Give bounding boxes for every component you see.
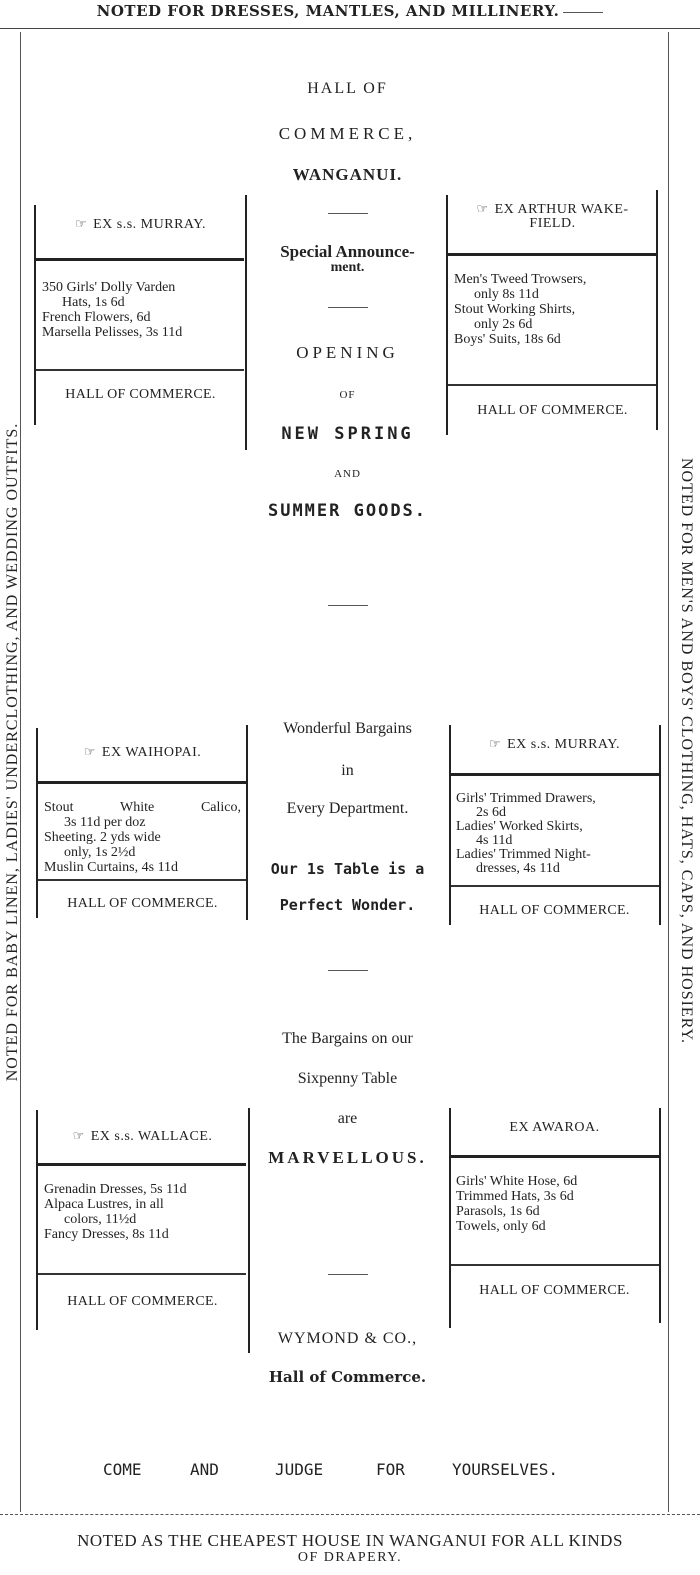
top-banner [0, 2, 700, 20]
hall-of: HALL OF [307, 80, 388, 97]
judge-word: JUDGE [275, 1460, 324, 1479]
box3-bar-bottom [38, 879, 246, 881]
bottom-divider [0, 1514, 700, 1515]
special-announcement [250, 244, 445, 276]
side-text-left: NOTED FOR BABY LINEN, LADIES' UNDERCLOTHING, AND WEDDING OUTFITS. [4, 422, 21, 1082]
for-word: FOR [376, 1460, 405, 1479]
top-banner-text: NOTED FOR DRESSES, MANTLES, AND MILLINERY. [96, 2, 560, 20]
box5-bar-bottom [38, 1273, 246, 1275]
box6-items: Girls' White Hose, 6d Trimmed Hats, 3s 6d Parasols, 1s 6d Towels, only 6d [456, 1174, 578, 1234]
box5-right-rule [248, 1108, 250, 1353]
and-word: AND [334, 468, 361, 480]
box6-bar-bottom [451, 1264, 659, 1266]
box3-left-rule [36, 728, 38, 918]
box1-items: 350 Girls' Dolly Varden Hats, 1s 6d French Flowers, 6d Marsella Pelisses, 3s 11d [42, 280, 183, 340]
footer-line1: NOTED AS THE CHEAPEST HOUSE IN WANGANUI FOR ALL KINDS [77, 1531, 623, 1550]
box1-bar-bottom [36, 369, 244, 371]
commerce-title: COMMERCE, [278, 124, 417, 143]
box-murray-1 [38, 216, 243, 232]
box3-right-rule [246, 725, 248, 920]
box1-foot: HALL OF COMMERCE. [65, 387, 216, 402]
box-murray-2 [452, 736, 657, 752]
box5-bar-top [38, 1163, 246, 1166]
box2-bar-top [448, 253, 656, 256]
every-department: Every Department. [286, 800, 409, 817]
special-line2: ment. [330, 260, 365, 275]
marvellous: MARVELLOUS. [268, 1148, 427, 1167]
box2-head: ☞ EX ARTHUR WAKE- [476, 201, 629, 217]
box6-bar-top [451, 1155, 659, 1158]
bargains-line1: The Bargains on our [282, 1030, 413, 1047]
pointing-hand-icon: ☞ [476, 201, 489, 216]
box6-foot: HALL OF COMMERCE. [479, 1283, 630, 1298]
table-line2: Perfect Wonder. [279, 896, 416, 914]
bargains-line2: Sixpenny Table [297, 1070, 398, 1087]
pointing-hand-icon: ☞ [72, 1128, 85, 1143]
box2-left-rule [446, 195, 448, 435]
box2-bar-bottom [448, 384, 656, 386]
box3-bar-top [38, 781, 246, 784]
box6-head: EX AWAROA. [509, 1120, 600, 1135]
in-word: in [341, 762, 354, 779]
wymond-co: WYMOND & CO., [277, 1330, 418, 1347]
box4-items: Girls' Trimmed Drawers, 2s 6d Ladies' Worked Skirts, 4s 11d Ladies' Trimmed Night- dresses, 4s 11d [456, 791, 596, 876]
box-awaroa [452, 1120, 657, 1135]
box5-items: Grenadin Dresses, 5s 11d Alpaca Lustres, in all colors, 11½d Fancy Dresses, 8s 11d [44, 1182, 187, 1242]
banner-rule [563, 12, 603, 13]
and2-word: AND [190, 1460, 219, 1479]
dash-3 [328, 605, 368, 606]
dash-4 [328, 970, 368, 971]
box2-right-rule [656, 190, 658, 430]
opening: OPENING [296, 343, 399, 362]
hall-of-commerce: Hall of Commerce. [268, 1368, 427, 1386]
box4-left-rule [449, 725, 451, 925]
box1-right-rule [245, 195, 247, 450]
footer-line2: OF DRAPERY. [297, 1550, 403, 1565]
pointing-hand-icon: ☞ [488, 736, 502, 751]
dash-5 [328, 1274, 368, 1275]
box-wakefield: ☞ EX ARTHUR WAKE- FIELD. [450, 202, 655, 231]
box3-foot: HALL OF COMMERCE. [67, 896, 218, 911]
table-line1: Our 1s Table is a [270, 860, 425, 878]
of-word: OF [339, 389, 356, 401]
are-word: are [337, 1110, 358, 1127]
box1-bar-top [36, 258, 244, 261]
special-line1: Special Announce- [280, 242, 415, 261]
box-waihopai [40, 744, 245, 760]
box2-items: Men's Tweed Trowsers, only 8s 11d Stout Working Shirts, only 2s 6d Boys' Suits, 18s 6d [454, 272, 587, 347]
come-word: COME [103, 1460, 142, 1479]
footer-banner [0, 1532, 700, 1566]
box3-head: ☞ EX WAIHOPAI. [83, 744, 202, 760]
box5-head: ☞ EX s.s. WALLACE. [72, 1128, 213, 1144]
box4-bar-top [451, 773, 659, 776]
box5-left-rule [36, 1110, 38, 1330]
box6-right-rule [659, 1108, 661, 1323]
pointing-hand-icon: ☞ [74, 216, 88, 231]
dash-2 [328, 307, 368, 308]
box4-bar-bottom [451, 885, 659, 887]
box4-right-rule [659, 725, 661, 925]
box3-items: Stout White Calico, 3s 11d per doz Sheeting. 2 yds wide only, 1s 2½d Muslin Curtains, 4s 11d [44, 800, 241, 875]
box4-head: ☞ EX s.s. MURRAY. [488, 736, 621, 752]
yourselves-word: YOURSELVES. [452, 1460, 558, 1479]
dash-1 [328, 213, 368, 214]
wonderful-bargains: Wonderful Bargains [283, 720, 412, 737]
pointing-hand-icon: ☞ [83, 744, 96, 759]
side-text-right: NOTED FOR MEN'S AND BOYS' CLOTHING, HATS, CAPS, AND HOSIERY. [678, 458, 695, 1044]
box5-foot: HALL OF COMMERCE. [67, 1294, 218, 1309]
box2-foot: HALL OF COMMERCE. [477, 403, 628, 418]
box1-left-rule [34, 205, 36, 425]
box4-foot: HALL OF COMMERCE. [479, 903, 630, 918]
box-wallace [40, 1128, 245, 1144]
new-spring: NEW SPRING [281, 424, 414, 444]
top-divider [0, 28, 700, 29]
summer-goods: SUMMER GOODS. [267, 501, 428, 521]
box6-left-rule [449, 1108, 451, 1328]
wanganui-title: WANGANUI. [292, 165, 403, 184]
box1-head: ☞ EX s.s. MURRAY. [74, 216, 207, 232]
frame-right [668, 32, 669, 1512]
